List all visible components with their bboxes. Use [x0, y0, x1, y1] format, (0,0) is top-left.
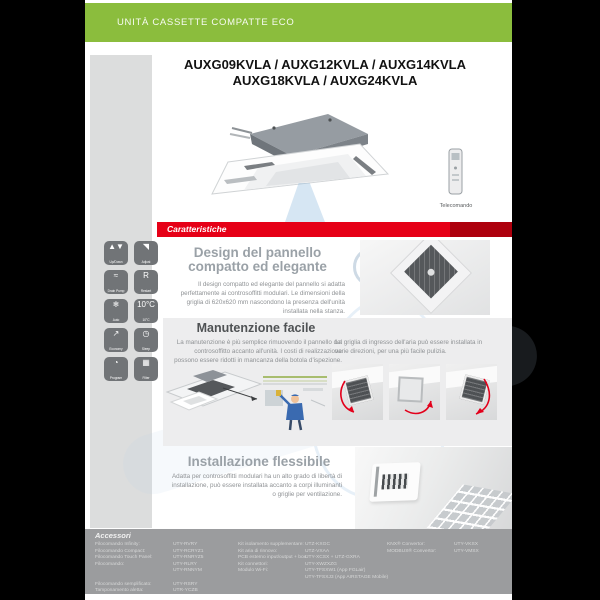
accessories-values-col1	[173, 542, 203, 595]
accessory-label: Filocomando:	[95, 561, 125, 567]
auto-restart-icon: R Restart	[134, 270, 158, 294]
accessory-label: MODBUS® Convertor:	[387, 548, 437, 554]
grille-direction-photo-3	[446, 364, 497, 420]
grille-direction-photo-2	[389, 364, 440, 420]
installed-cassette	[369, 462, 421, 502]
accessories-labels-col1	[95, 542, 153, 595]
accessory-value: UTR-YCZB	[173, 588, 198, 594]
accessory-value: UTZ-VXAA	[305, 548, 330, 554]
panel-bottom-view-photo	[360, 240, 490, 315]
accessory-label: Tamponamento aletta:	[95, 588, 144, 594]
remote-control-image	[447, 148, 465, 196]
accessory-value: UTY-VKSX	[454, 542, 479, 547]
model-title-line2: AUXG18KVLA / AUXG24KVLA	[232, 73, 418, 88]
maintenance-body: La manutenzione è più semplice rimuovendo il pannello del controsoffitto accanto all'unità. I costi di realizzazione possono essere ridotti in mancanza della botola d'ispezione.	[174, 339, 342, 364]
design-heading-line2: compatto ed elegante	[188, 258, 327, 274]
accessory-label: Filocomando semplificato:	[95, 581, 152, 587]
accessory-value: UTY-RNNYM	[173, 568, 202, 574]
heat-10c-icon: 10°C 10°C	[134, 299, 158, 323]
accessory-value: UTY-XWZXZG	[305, 561, 337, 567]
accessory-value: UTY-VMSX	[454, 548, 479, 554]
features-banner	[157, 222, 512, 237]
installation-body: Adatta per controsoffitti modulari ha un alto grado di libertà di installazione, può essere installata accanto a corpi illuminanti o griglie per ventilazione.	[171, 473, 342, 498]
category-header-bar	[85, 3, 512, 42]
accessory-label: KNX® Convertor:	[387, 542, 425, 547]
sleep-timer-icon: ◷ Sleep	[134, 328, 158, 352]
accessory-label: Filocomando Infinity:	[95, 542, 140, 547]
accessory-label: PCB esterno input/output + box:	[238, 555, 308, 561]
accessory-value: UTY-TFSXW1 (App FGLair)	[305, 568, 366, 574]
auto-mode-icon: ❄ Auto	[104, 299, 128, 323]
accessory-value	[173, 575, 203, 582]
page-sheet	[85, 0, 512, 600]
accessory-value: UTZ-KXGC	[305, 542, 330, 547]
accessory-value: UTY-RCRYZ1	[173, 548, 204, 554]
accessory-value: UTY-XCSX + UTZ-GXRA	[305, 555, 360, 561]
adjust-louvre-icon: ◥ Adjust	[134, 241, 158, 265]
maintenance-heading: Manutenzione facile	[196, 321, 316, 335]
accessory-label: Filocomando Touch Panel:	[95, 555, 153, 561]
design-section-heading	[170, 246, 345, 273]
accessory-value: UTY-RSRY	[173, 581, 198, 587]
red-arrow-icon	[446, 364, 497, 420]
accessory-label: Modulo Wi-Fi:	[238, 568, 269, 574]
features-banner-accent	[450, 222, 512, 237]
drain-pump-icon: ≈ Drain Pump	[104, 270, 128, 294]
accessory-label	[95, 575, 153, 582]
red-arrow-icon	[389, 364, 440, 420]
model-title-line1: AUXG09KVLA / AUXG12KVLA / AUXG14KVLA	[184, 57, 466, 72]
updown-swing-icon: ▲▼ Up/Down	[104, 241, 128, 265]
filter-icon: ▦ Filter	[134, 357, 158, 381]
design-section-body: Il design compatto ed elegante del pannello si adatta perfettamente ai controsoffitti modulari. Le dimensioni della griglia di 620x620 mm nascondono la presenza dell'unità installata nella stanza.	[180, 281, 345, 315]
category-title: UNITÀ CASSETTE COMPATTE ECO	[117, 17, 295, 28]
cassette-side-vent	[374, 467, 379, 497]
accessory-label	[95, 568, 153, 575]
feature-icon-grid	[104, 241, 158, 381]
accessory-label: Kit connettori:	[238, 561, 268, 567]
accessory-value: UTY-RVRY	[173, 542, 198, 547]
accessories-values-col2	[305, 542, 388, 582]
remote-caption: Telecomando	[439, 203, 473, 209]
accessory-label: Kit aria di rinnovo:	[238, 548, 278, 554]
red-arrow-icon	[332, 364, 383, 420]
accessory-value: UTY-RNRYZ5	[173, 555, 204, 561]
cassette-vent-slats	[381, 474, 408, 490]
installation-heading: Installazione flessibile	[187, 454, 331, 469]
accessories-values-col3	[454, 542, 479, 555]
accessory-label: Filocomando Compact:	[95, 548, 146, 554]
accessory-value: UTY-TFSXJ3 (App AIRSTAGE Mobile)	[305, 574, 389, 580]
grille-direction-photo-1	[332, 364, 383, 420]
accessories-heading: Accessori	[95, 531, 131, 540]
design-heading-line1: Design del pannello	[193, 245, 322, 260]
economy-icon: ↗ Economy	[104, 328, 128, 352]
features-banner-label: Caratteristiche	[167, 224, 227, 234]
accessory-label	[238, 575, 307, 582]
maintenance-side-note: La griglia di ingresso dell'aria può essere installata in varie direzioni, per una più facile pulizia.	[335, 339, 483, 355]
maintenance-diagram	[165, 366, 333, 440]
accessories-labels-col2	[238, 542, 307, 582]
accessory-label: Kit isolamento supplementare:	[238, 542, 304, 547]
program-timer-icon: ◔ Program	[104, 357, 128, 381]
accessory-value: UTY-RLRY	[173, 561, 197, 567]
model-title	[155, 57, 495, 89]
panel-diamond	[390, 240, 472, 314]
accessories-footer	[85, 529, 512, 594]
accessories-labels-col3	[387, 542, 436, 555]
